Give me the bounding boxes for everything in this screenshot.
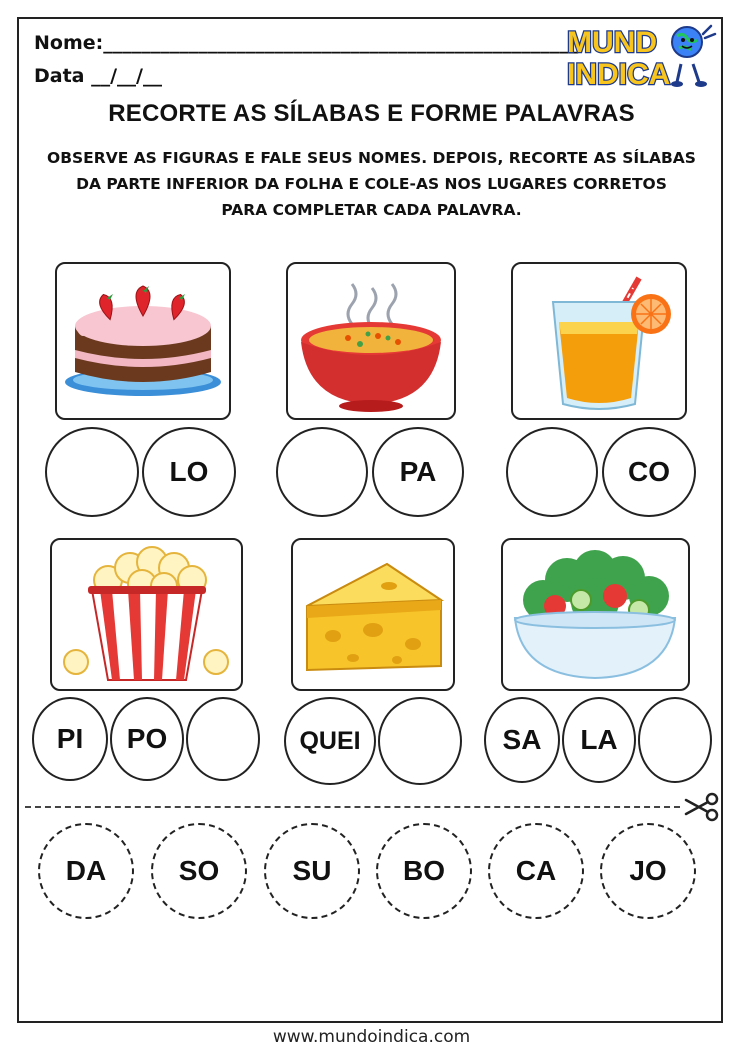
popcorn-icon [52, 540, 241, 689]
juice-glass-icon [513, 264, 685, 418]
cheese-icon [293, 540, 453, 689]
salad-icon [503, 540, 688, 689]
instruction-line: PARA COMPLETAR CADA PALAVRA. [221, 201, 522, 219]
syllable-slot: PI [32, 697, 108, 781]
svg-text:MUND: MUND [567, 26, 657, 59]
cutout-syllable[interactable]: JO [600, 823, 696, 919]
cake-icon [57, 264, 229, 418]
cut-line [25, 806, 680, 808]
syllable-slot[interactable] [506, 427, 598, 517]
syllable-slot: LO [142, 427, 236, 517]
page-title: RECORTE AS SÍLABAS E FORME PALAVRAS [108, 100, 635, 127]
cutout-syllable[interactable]: DA [38, 823, 134, 919]
cutout-syllable[interactable]: CA [488, 823, 584, 919]
syllable-slot: CO [602, 427, 696, 517]
date-field[interactable]: Data __/__/__ [34, 65, 162, 87]
syllable-slot: PA [372, 427, 464, 517]
syllable-slot[interactable] [276, 427, 368, 517]
cutout-syllable[interactable]: BO [376, 823, 472, 919]
cake-picture-card [55, 262, 231, 420]
soup-bowl-icon [288, 264, 454, 418]
instruction-line: OBSERVE AS FIGURAS E FALE SEUS NOMES. DEPOIS, RECORTE AS SÍLABAS [47, 149, 696, 167]
footer-url: www.mundoindica.com [272, 1027, 471, 1047]
cutout-syllable[interactable]: SO [151, 823, 247, 919]
cutout-syllable[interactable]: SU [264, 823, 360, 919]
syllable-slot: SA [484, 697, 560, 783]
scissors-icon [684, 792, 720, 822]
syllable-slot[interactable] [638, 697, 712, 783]
syllable-slot: LA [562, 697, 636, 783]
svg-text:INDICA: INDICA [567, 58, 671, 88]
salad-picture-card [501, 538, 690, 691]
name-field[interactable]: Nome:__________________________________________________ [34, 32, 579, 54]
syllable-slot[interactable] [378, 697, 462, 785]
instructions [30, 145, 713, 223]
mundo-indica-logo [565, 24, 723, 88]
cheese-picture-card [291, 538, 455, 691]
soup-picture-card [286, 262, 456, 420]
syllable-slot: PO [110, 697, 184, 781]
instruction-line: DA PARTE INFERIOR DA FOLHA E COLE-AS NOS LUGARES CORRETOS [76, 175, 667, 193]
syllable-slot[interactable] [186, 697, 260, 781]
juice-picture-card [511, 262, 687, 420]
syllable-slot[interactable] [45, 427, 139, 517]
popcorn-picture-card [50, 538, 243, 691]
syllable-slot: QUEI [284, 697, 376, 785]
